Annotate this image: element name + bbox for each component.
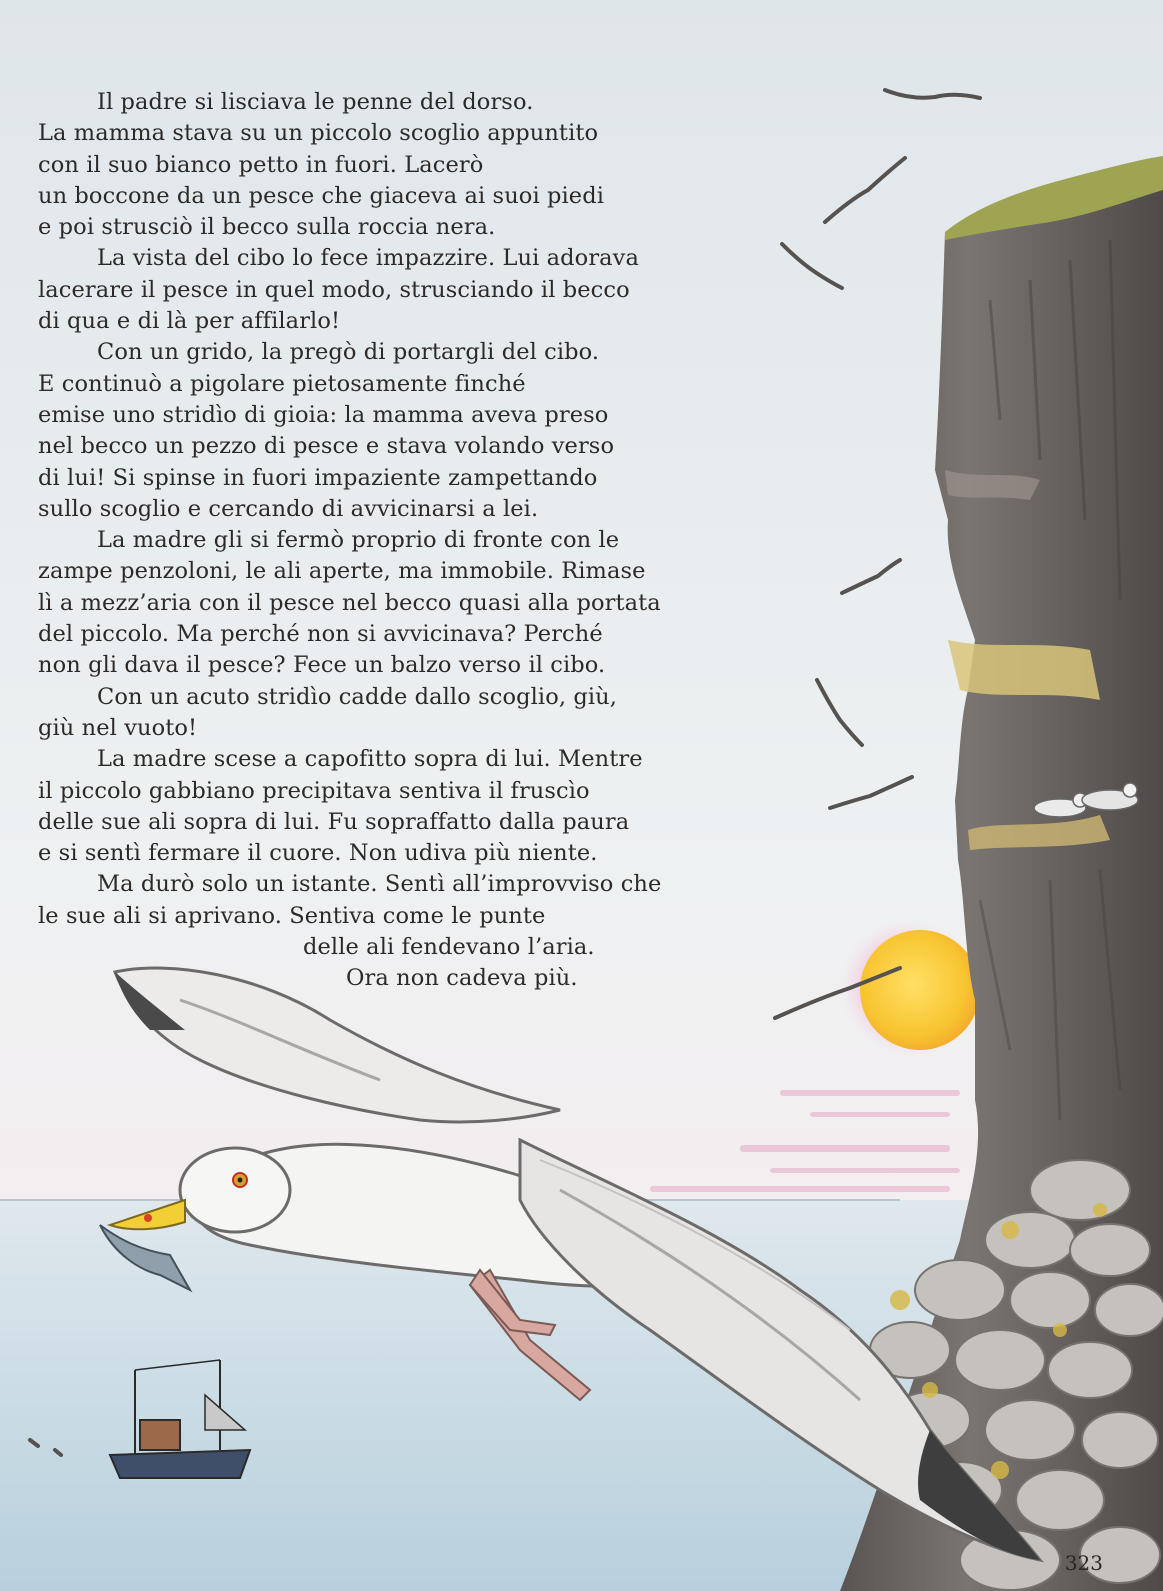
story-line: lacerare il pesce in quel modo, strusciando il becco	[38, 276, 630, 303]
story-line: nel becco un pezzo di pesce e stava volando verso	[38, 433, 615, 460]
story-line: giù nel vuoto!	[38, 714, 198, 741]
story-line: Con un acuto stridìo cadde dallo scoglio, giù,	[97, 683, 618, 710]
story-line: E continuò a pigolare pietosamente finché	[38, 370, 526, 397]
story-line: non gli dava il pesce? Fece un balzo verso il cibo.	[38, 652, 606, 679]
story-line: e si sentì fermare il cuore. Non udiva più niente.	[38, 840, 598, 867]
story-line: le sue ali si aprivano. Sentiva come le punte	[38, 902, 546, 929]
story-line: di lui! Si spinse in fuori impaziente zampettando	[38, 464, 598, 491]
sun	[860, 930, 980, 1050]
story-line: La vista del cibo lo fece impazzire. Lui adorava	[97, 245, 640, 272]
story-line: lì a mezz’aria con il pesce nel becco quasi alla portata	[38, 589, 661, 616]
story-text	[38, 87, 758, 995]
story-line: un boccone da un pesce che giaceva ai suoi piedi	[38, 182, 605, 209]
story-line: emise uno stridìo di gioia: la mamma aveva preso	[38, 401, 609, 428]
story-line: Ora non cadeva più.	[346, 965, 578, 992]
story-line: delle ali fendevano l’aria.	[303, 934, 595, 961]
story-line: La madre gli si fermò proprio di fronte con le	[97, 527, 620, 554]
story-line: zampe penzoloni, le ali aperte, ma immobile. Rimase	[38, 558, 646, 585]
story-line: Ma durò solo un istante. Sentì all’improvviso che	[97, 871, 662, 898]
page-number: 323	[1064, 1551, 1103, 1575]
story-line: sullo scoglio e cercando di avvicinarsi a lei.	[38, 495, 539, 522]
story-line: Con un grido, la pregò di portargli del cibo.	[97, 339, 600, 366]
story-line: con il suo bianco petto in fuori. Lacerò	[38, 151, 484, 178]
story-line: La madre scese a capofitto sopra di lui. Mentre	[97, 746, 643, 773]
story-line: del piccolo. Ma perché non si avvicinava? Perché	[38, 621, 603, 648]
story-line: Il padre si lisciava le penne del dorso.	[97, 89, 534, 115]
story-line: di qua e di là per affilarlo!	[38, 308, 341, 335]
story-line: La mamma stava su un piccolo scoglio appuntito	[38, 120, 599, 147]
story-line: il piccolo gabbiano precipitava sentiva il fruscìo	[38, 777, 590, 804]
story-line: e poi strusciò il becco sulla roccia nera.	[38, 214, 496, 241]
story-line: delle sue ali sopra di lui. Fu sopraffatto dalla paura	[38, 808, 630, 835]
